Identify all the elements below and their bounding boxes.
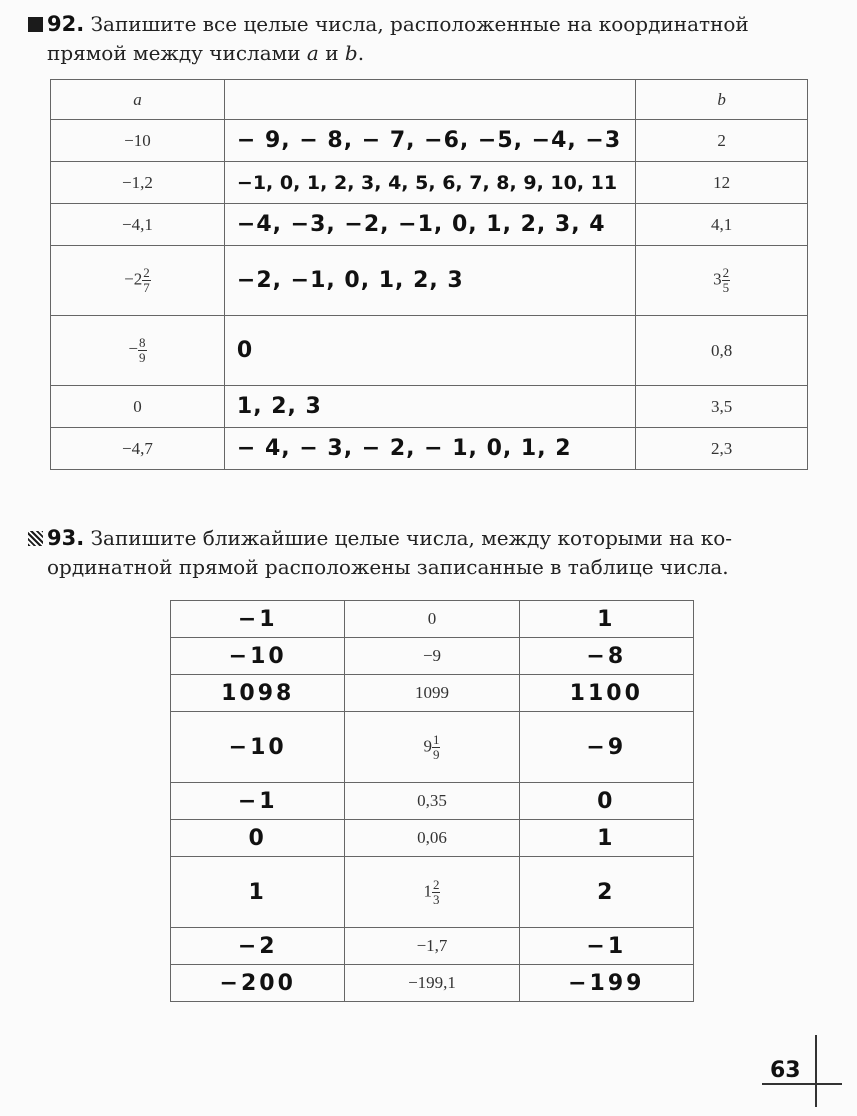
task-number: 93. bbox=[47, 526, 85, 550]
cell-right: 1 bbox=[519, 601, 693, 638]
minus-sign bbox=[128, 339, 138, 358]
cell-answer: − 9, − 8, − 7, −6, −5, −4, −3 bbox=[224, 120, 635, 162]
cell-right: −9 bbox=[519, 712, 693, 783]
table-row bbox=[51, 204, 808, 246]
task-92-table bbox=[50, 79, 808, 470]
cell-value: 0,35 bbox=[345, 783, 519, 820]
task-text-line2: ординатной прямой расположены записанные в таблице числа. bbox=[47, 555, 729, 579]
cell-a: −4,1 bbox=[51, 204, 225, 246]
cell-value: 0,06 bbox=[345, 820, 519, 857]
cell-left: −2 bbox=[171, 928, 345, 965]
cell-left: 1 bbox=[171, 857, 345, 928]
cell-a: 0 bbox=[51, 386, 225, 428]
cell-left: −200 bbox=[171, 965, 345, 1002]
mixed-whole: 9 bbox=[423, 735, 432, 755]
cell-a bbox=[51, 316, 225, 386]
task-93-table bbox=[170, 600, 694, 1002]
table-row bbox=[51, 386, 808, 428]
table-row bbox=[51, 246, 808, 316]
table-row bbox=[171, 638, 694, 675]
fraction: $\frac{2}{5}$ bbox=[722, 265, 730, 295]
table-header-row bbox=[51, 80, 808, 120]
fraction: $\frac{2}{3}$ bbox=[432, 876, 440, 907]
cell-left: −1 bbox=[171, 783, 345, 820]
task-marker-icon bbox=[28, 531, 43, 546]
task-text-line2: прямой между числами a и b. bbox=[47, 41, 365, 65]
cell-answer: − 4, − 3, − 2, − 1, 0, 1, 2 bbox=[224, 428, 635, 470]
table-row bbox=[171, 712, 694, 783]
cell-a: −4,7 bbox=[51, 428, 225, 470]
cell-value bbox=[345, 712, 519, 783]
cell-b bbox=[636, 246, 808, 316]
fraction: $\frac{2}{7}$ bbox=[143, 265, 150, 295]
task-92-statement bbox=[28, 10, 749, 68]
table-row bbox=[171, 928, 694, 965]
cell-left: −10 bbox=[171, 712, 345, 783]
cell-answer: −2, −1, 0, 1, 2, 3 bbox=[224, 246, 635, 316]
cell-left: −10 bbox=[171, 638, 345, 675]
header-a: a bbox=[51, 80, 225, 120]
header-b: b bbox=[636, 80, 808, 120]
cell-value: 0 bbox=[345, 601, 519, 638]
cell-value: 1099 bbox=[345, 675, 519, 712]
task-number: 92. bbox=[47, 12, 85, 36]
table-row bbox=[171, 857, 694, 928]
table-row bbox=[171, 965, 694, 1002]
table-row bbox=[171, 783, 694, 820]
cell-right: 0 bbox=[519, 783, 693, 820]
cell-right: 2 bbox=[519, 857, 693, 928]
table-row bbox=[51, 316, 808, 386]
cell-b: 12 bbox=[636, 162, 808, 204]
cell-left: 0 bbox=[171, 820, 345, 857]
cell-right: −8 bbox=[519, 638, 693, 675]
fraction: $\frac{8}{9}$ bbox=[139, 335, 146, 365]
task-text: Запишите ближайшие целые числа, между которыми на ко- bbox=[90, 526, 732, 550]
cell-right: 1100 bbox=[519, 675, 693, 712]
task-text: Запишите все целые числа, расположенные на координатной bbox=[90, 12, 749, 36]
cell-b: 2 bbox=[636, 120, 808, 162]
cell-value bbox=[345, 857, 519, 928]
cell-a bbox=[51, 246, 225, 316]
cell-right: −199 bbox=[519, 965, 693, 1002]
cell-right: 1 bbox=[519, 820, 693, 857]
page-corner-line-vertical bbox=[815, 1035, 817, 1107]
mixed-whole: 3 bbox=[713, 269, 722, 289]
cell-left: 1098 bbox=[171, 675, 345, 712]
page-number: 63 bbox=[770, 1058, 801, 1083]
table-row bbox=[51, 120, 808, 162]
table-row bbox=[171, 820, 694, 857]
header-answer bbox=[224, 80, 635, 120]
cell-b: 3,5 bbox=[636, 386, 808, 428]
mixed-whole: 1 bbox=[423, 880, 432, 900]
cell-b: 0,8 bbox=[636, 316, 808, 386]
task-93-statement bbox=[28, 524, 732, 582]
table-row bbox=[171, 601, 694, 638]
table-row bbox=[51, 428, 808, 470]
table-row bbox=[51, 162, 808, 204]
fraction: $\frac{1}{9}$ bbox=[432, 731, 440, 762]
page-corner-line-horizontal bbox=[762, 1083, 842, 1085]
cell-value: −1,7 bbox=[345, 928, 519, 965]
cell-a: −1,2 bbox=[51, 162, 225, 204]
cell-answer: −1, 0, 1, 2, 3, 4, 5, 6, 7, 8, 9, 10, 11 bbox=[224, 162, 635, 204]
task-marker-icon bbox=[28, 17, 43, 32]
cell-value: −9 bbox=[345, 638, 519, 675]
cell-answer: 0 bbox=[224, 316, 635, 386]
cell-answer: −4, −3, −2, −1, 0, 1, 2, 3, 4 bbox=[224, 204, 635, 246]
cell-b: 2,3 bbox=[636, 428, 808, 470]
cell-a: −10 bbox=[51, 120, 225, 162]
mixed-whole: −2 bbox=[124, 269, 143, 289]
cell-value: −199,1 bbox=[345, 965, 519, 1002]
table-row bbox=[171, 675, 694, 712]
cell-answer: 1, 2, 3 bbox=[224, 386, 635, 428]
cell-left: −1 bbox=[171, 601, 345, 638]
cell-right: −1 bbox=[519, 928, 693, 965]
cell-b: 4,1 bbox=[636, 204, 808, 246]
